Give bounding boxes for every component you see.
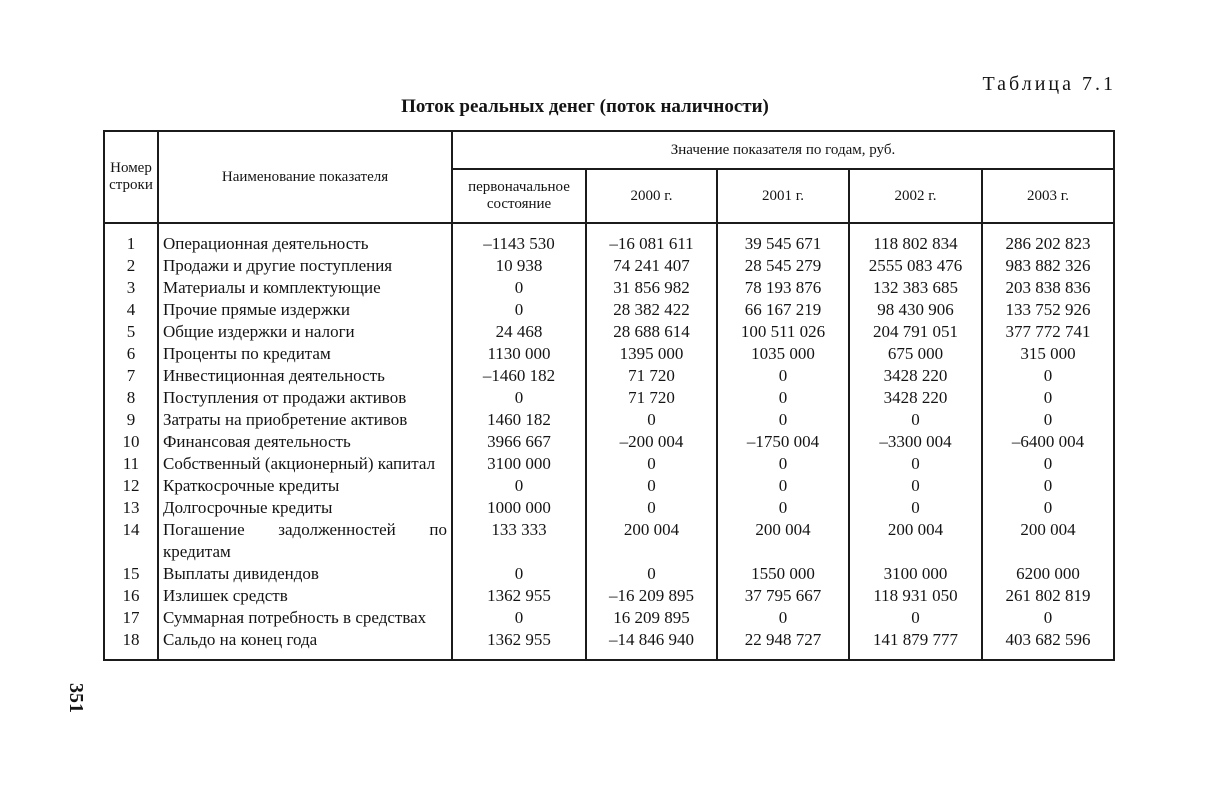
- table-row: [104, 255, 1114, 277]
- value-2002: 204 791 051: [849, 321, 982, 343]
- value-2001: 0: [717, 365, 849, 387]
- table-label: Таблица 7.1: [982, 73, 1116, 95]
- table-row: [104, 585, 1114, 607]
- value-initial: 0: [452, 607, 586, 629]
- table-row: [104, 343, 1114, 365]
- value-2003: 6200 000: [982, 563, 1114, 585]
- row-number: 8: [104, 387, 158, 409]
- table-row: [104, 453, 1114, 475]
- value-initial: 0: [452, 475, 586, 497]
- value-2002: 0: [849, 607, 982, 629]
- row-number: 3: [104, 277, 158, 299]
- value-2000: –16 081 611: [586, 223, 717, 255]
- col-header-2003: 2003 г.: [982, 169, 1114, 223]
- col-header-initial: первоначальное состояние: [452, 169, 586, 223]
- table-row: [104, 321, 1114, 343]
- value-2002: 132 383 685: [849, 277, 982, 299]
- value-2000: 1395 000: [586, 343, 717, 365]
- value-2001: 37 795 667: [717, 585, 849, 607]
- row-number: 15: [104, 563, 158, 585]
- value-2000: 71 720: [586, 365, 717, 387]
- value-initial: 0: [452, 299, 586, 321]
- value-2003: 133 752 926: [982, 299, 1114, 321]
- value-2000: 200 004: [586, 519, 717, 563]
- row-number: 1: [104, 223, 158, 255]
- value-2001: 28 545 279: [717, 255, 849, 277]
- cash-flow-table: [103, 130, 1115, 661]
- value-2000: 31 856 982: [586, 277, 717, 299]
- value-initial: 1362 955: [452, 585, 586, 607]
- value-2000: 74 241 407: [586, 255, 717, 277]
- row-number: 17: [104, 607, 158, 629]
- value-2003: 0: [982, 497, 1114, 519]
- value-initial: 1130 000: [452, 343, 586, 365]
- value-2001: 78 193 876: [717, 277, 849, 299]
- value-2001: –1750 004: [717, 431, 849, 453]
- indicator-name: Финансовая деятельность: [158, 431, 452, 453]
- table-row: [104, 277, 1114, 299]
- row-number: 16: [104, 585, 158, 607]
- row-number: 10: [104, 431, 158, 453]
- table-row: [104, 387, 1114, 409]
- value-2003: 200 004: [982, 519, 1114, 563]
- value-2001: 39 545 671: [717, 223, 849, 255]
- value-2003: 0: [982, 453, 1114, 475]
- value-2001: 1550 000: [717, 563, 849, 585]
- value-initial: 1460 182: [452, 409, 586, 431]
- indicator-name: Проценты по кредитам: [158, 343, 452, 365]
- value-2002: 118 802 834: [849, 223, 982, 255]
- value-2000: 0: [586, 453, 717, 475]
- value-initial: –1143 530: [452, 223, 586, 255]
- indicator-name: Выплаты дивидендов: [158, 563, 452, 585]
- value-2001: 1035 000: [717, 343, 849, 365]
- value-2003: 983 882 326: [982, 255, 1114, 277]
- value-2000: 0: [586, 563, 717, 585]
- value-initial: 3100 000: [452, 453, 586, 475]
- value-2001: 0: [717, 607, 849, 629]
- row-number: 7: [104, 365, 158, 387]
- value-2002: 118 931 050: [849, 585, 982, 607]
- value-2003: 0: [982, 607, 1114, 629]
- value-2000: –16 209 895: [586, 585, 717, 607]
- value-2001: 100 511 026: [717, 321, 849, 343]
- value-2002: 2555 083 476: [849, 255, 982, 277]
- row-number: 11: [104, 453, 158, 475]
- value-initial: 0: [452, 277, 586, 299]
- table-row: [104, 431, 1114, 453]
- indicator-name: Долгосрочные кредиты: [158, 497, 452, 519]
- row-number: 9: [104, 409, 158, 431]
- value-2002: 0: [849, 475, 982, 497]
- indicator-name: Операционная деятельность: [158, 223, 452, 255]
- value-2003: 203 838 836: [982, 277, 1114, 299]
- value-initial: 1362 955: [452, 629, 586, 660]
- value-2002: 141 879 777: [849, 629, 982, 660]
- value-2000: 28 688 614: [586, 321, 717, 343]
- row-number: 5: [104, 321, 158, 343]
- value-2001: 0: [717, 409, 849, 431]
- value-2003: 0: [982, 475, 1114, 497]
- value-2001: 0: [717, 475, 849, 497]
- table-caption: Поток реальных денег (поток наличности): [401, 96, 769, 117]
- row-number-header: Номер строки: [104, 131, 158, 223]
- row-number: 4: [104, 299, 158, 321]
- value-2000: 0: [586, 475, 717, 497]
- value-2000: –200 004: [586, 431, 717, 453]
- value-2002: 675 000: [849, 343, 982, 365]
- value-2001: 0: [717, 453, 849, 475]
- indicator-name: Прочие прямые издержки: [158, 299, 452, 321]
- indicator-name-header: Наименование показателя: [158, 131, 452, 223]
- value-2001: 66 167 219: [717, 299, 849, 321]
- table-row: [104, 607, 1114, 629]
- col-header-2002: 2002 г.: [849, 169, 982, 223]
- table-row: [104, 365, 1114, 387]
- table-row: [104, 497, 1114, 519]
- value-2002: 3428 220: [849, 387, 982, 409]
- value-2003: 0: [982, 387, 1114, 409]
- value-initial: 0: [452, 563, 586, 585]
- value-2000: 28 382 422: [586, 299, 717, 321]
- indicator-name: Излишек средств: [158, 585, 452, 607]
- value-2002: 3428 220: [849, 365, 982, 387]
- indicator-name: Общие издержки и налоги: [158, 321, 452, 343]
- table-body: [104, 223, 1114, 660]
- table-row: [104, 299, 1114, 321]
- value-2002: 0: [849, 453, 982, 475]
- indicator-name: Затраты на приобретение активов: [158, 409, 452, 431]
- value-2001: 0: [717, 387, 849, 409]
- row-number: 6: [104, 343, 158, 365]
- value-initial: 1000 000: [452, 497, 586, 519]
- indicator-name: Материалы и комплектующие: [158, 277, 452, 299]
- row-number: 14: [104, 519, 158, 563]
- value-2000: 0: [586, 497, 717, 519]
- value-2002: 98 430 906: [849, 299, 982, 321]
- value-initial: 10 938: [452, 255, 586, 277]
- value-2002: –3300 004: [849, 431, 982, 453]
- indicator-name: Поступления от продажи активов: [158, 387, 452, 409]
- value-2003: 0: [982, 409, 1114, 431]
- value-2003: 315 000: [982, 343, 1114, 365]
- row-number: 2: [104, 255, 158, 277]
- value-2000: 71 720: [586, 387, 717, 409]
- indicator-name: Сальдо на конец года: [158, 629, 452, 660]
- value-2003: 0: [982, 365, 1114, 387]
- value-initial: –1460 182: [452, 365, 586, 387]
- table-row: [104, 223, 1114, 255]
- value-2000: 0: [586, 409, 717, 431]
- table-row: [104, 475, 1114, 497]
- indicator-name: Погашение задолженностей по кредитам: [158, 519, 452, 563]
- indicator-name: Суммарная потребность в средствах: [158, 607, 452, 629]
- values-by-year-header: Значение показателя по годам, руб.: [452, 131, 1114, 169]
- row-number: 12: [104, 475, 158, 497]
- value-2002: 200 004: [849, 519, 982, 563]
- indicator-name: Инвестиционная деятельность: [158, 365, 452, 387]
- value-2002: 3100 000: [849, 563, 982, 585]
- row-number: 18: [104, 629, 158, 660]
- table-row: [104, 563, 1114, 585]
- page-number: 351: [65, 683, 87, 713]
- value-2003: 403 682 596: [982, 629, 1114, 660]
- value-2003: 286 202 823: [982, 223, 1114, 255]
- table-row: [104, 409, 1114, 431]
- row-number: 13: [104, 497, 158, 519]
- value-initial: 0: [452, 387, 586, 409]
- value-2002: 0: [849, 497, 982, 519]
- value-initial: 3966 667: [452, 431, 586, 453]
- value-2000: –14 846 940: [586, 629, 717, 660]
- value-2003: 261 802 819: [982, 585, 1114, 607]
- value-2000: 16 209 895: [586, 607, 717, 629]
- indicator-name: Продажи и другие поступления: [158, 255, 452, 277]
- indicator-name: Собственный (акционерный) капитал: [158, 453, 452, 475]
- table-row: [104, 519, 1114, 563]
- value-initial: 24 468: [452, 321, 586, 343]
- value-2001: 200 004: [717, 519, 849, 563]
- col-header-2000: 2000 г.: [586, 169, 717, 223]
- table-row: [104, 629, 1114, 660]
- indicator-name: Краткосрочные кредиты: [158, 475, 452, 497]
- value-2003: 377 772 741: [982, 321, 1114, 343]
- value-2001: 22 948 727: [717, 629, 849, 660]
- value-2002: 0: [849, 409, 982, 431]
- col-header-2001: 2001 г.: [717, 169, 849, 223]
- value-2001: 0: [717, 497, 849, 519]
- value-initial: 133 333: [452, 519, 586, 563]
- value-2003: –6400 004: [982, 431, 1114, 453]
